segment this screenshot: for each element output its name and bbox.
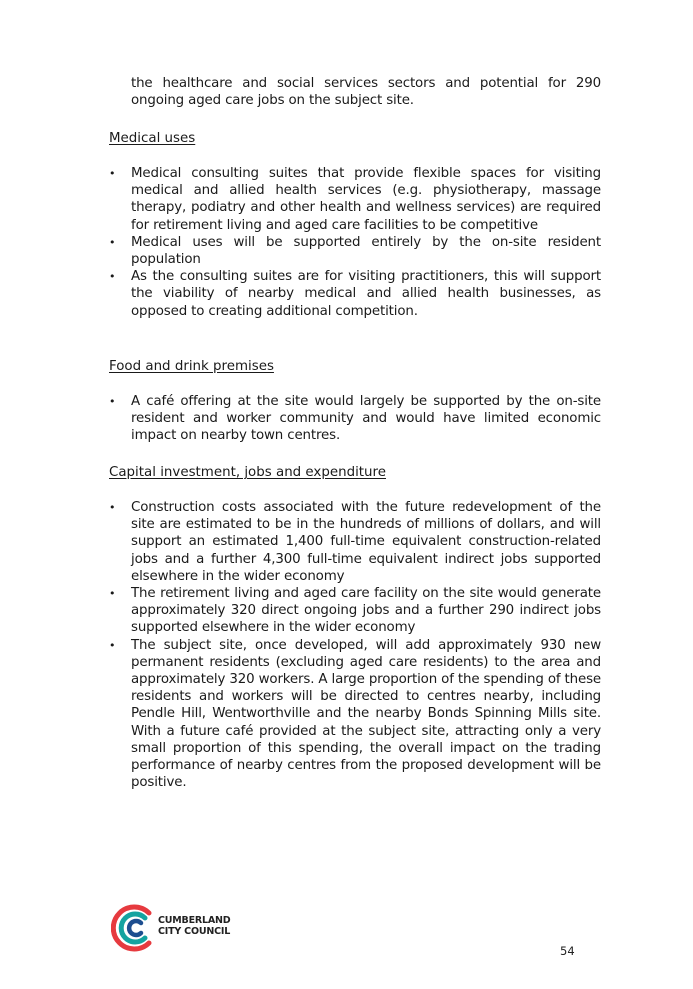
list-item: • Medical uses will be supported entirely by the on-site resident population bbox=[109, 234, 601, 268]
council-logo-icon bbox=[111, 903, 157, 953]
list-item: • Medical consulting suites that provide flexible spaces for visiting medical and allied health services (e.g. physiotherapy, massage therapy, podiatry and other health and wellness services) are required for retirement living and aged care facilities to be competitive bbox=[109, 166, 601, 233]
bullet-icon: • bbox=[109, 501, 116, 514]
logo-line-2: CITY COUNCIL bbox=[158, 926, 231, 937]
bullet-icon: • bbox=[109, 638, 116, 652]
heading-medical-uses: Medical uses bbox=[109, 131, 196, 146]
page-number: 54 bbox=[560, 944, 575, 958]
list-item: • The retirement living and aged care facility on the site would generate approximately 320 direct ongoing jobs and a further 290 indirect jobs supported elsewhere in the wider economy bbox=[109, 586, 601, 636]
list-item: • The subject site, once developed, will add approximately 930 new permanent residents (excluding aged care residents) to the area and approximately 320 workers. A large proportion of the spending of these residents and workers will be directed to centres nearby, including Pendle Hill, Wentworthville and the nearby Bonds Spinning Mills site. With a future café provided at the subject site, attracting only a very small proportion of this spending, the overall impact on the trading performance of nearby centres from the proposed development will be positive. bbox=[109, 637, 601, 791]
bullet-icon: • bbox=[109, 270, 116, 284]
food-drink-list bbox=[109, 393, 601, 445]
heading-food-and-drink: Food and drink premises bbox=[109, 359, 274, 374]
cumberland-council-logo bbox=[111, 903, 251, 953]
capital-investment-list bbox=[109, 499, 601, 791]
list-item: • Construction costs associated with the future redevelopment of the site are estimated to be in the hundreds of millions of dollars, and will support an estimated 1,400 full-time equivalent construction-related jobs and a further 4,300 full-time equivalent indirect jobs supported elsewhere in the wider economy bbox=[109, 500, 601, 584]
logo-line-1: CUMBERLAND bbox=[158, 915, 231, 926]
bullet-icon: • bbox=[109, 395, 116, 408]
bullet-icon: • bbox=[109, 587, 116, 601]
logo-wordmark bbox=[158, 915, 230, 937]
intro-continuation: the healthcare and social services sectors and potential for 290 ongoing aged care jobs on the subject site. bbox=[131, 76, 601, 109]
list-item: • As the consulting suites are for visiting practitioners, this will support the viability of nearby medical and allied health businesses, as opposed to creating additional competition. bbox=[109, 269, 601, 319]
bullet-icon: • bbox=[109, 167, 116, 180]
bullet-icon: • bbox=[109, 235, 116, 249]
medical-uses-list bbox=[109, 165, 601, 320]
heading-capital-investment: Capital investment, jobs and expenditure bbox=[109, 465, 386, 480]
list-item: • A café offering at the site would largely be supported by the on-site resident and worker community and would have limited economic impact on nearby town centres. bbox=[109, 394, 601, 444]
